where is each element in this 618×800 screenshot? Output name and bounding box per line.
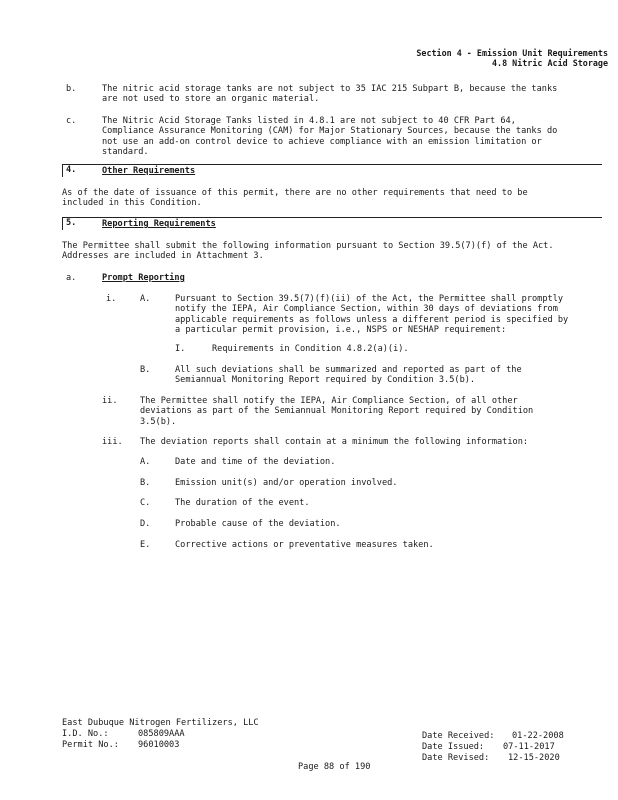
list-item-label: B.	[140, 478, 151, 488]
item-c-line: Compliance Assurance Monitoring (CAM) for Major Stationary Sources, because the tanks do	[102, 126, 558, 137]
item-i-B-label: B.	[140, 365, 151, 375]
footer-company: East Dubuque Nitrogen Fertilizers, LLC	[62, 718, 259, 728]
item-ii-line: The Permittee shall notify the IEPA, Air Compliance Section, of all other	[140, 396, 518, 406]
section5-number: 5.	[62, 217, 96, 230]
item-b-label: b.	[66, 84, 77, 94]
footer-permit-label: Permit No.:	[62, 740, 119, 750]
footer-id-label: I.D. No.:	[62, 729, 109, 739]
page-number: Page 88 of 190	[298, 762, 371, 772]
item-i-A-label: A.	[140, 294, 151, 304]
section5-intro-line: Addresses are included in Attachment 3.	[62, 251, 264, 262]
item-i-A-I-text: Requirements in Condition 4.8.2(a)(i).	[212, 344, 409, 354]
section4-rule	[62, 164, 602, 165]
list-item: Emission unit(s) and/or operation involved.	[175, 478, 398, 488]
list-item-label: D.	[140, 519, 151, 529]
section-header-line2: 4.8 Nitric Acid Storage	[492, 58, 608, 68]
item-ii-line: deviations as part of the Semiannual Monitoring Report required by Condition	[140, 406, 534, 417]
footer-revised-value: 12-15-2020	[508, 753, 560, 763]
list-item: The duration of the event.	[175, 498, 310, 508]
item-i-A-line: applicable requirements as follows unless a different period is specified by	[175, 314, 569, 325]
item-i-A-text	[175, 294, 568, 335]
section4-line: included in this Condition.	[62, 198, 202, 209]
footer-revised-label: Date Revised:	[422, 753, 490, 763]
section4-title: Other Requirements	[102, 166, 196, 176]
list-item: Corrective actions or preventative measures taken.	[175, 540, 434, 550]
item-b-text	[102, 84, 557, 105]
item-ii-label: ii.	[102, 396, 118, 406]
section5-intro	[62, 241, 554, 262]
section4-number: 4.	[62, 164, 96, 177]
item-i-label: i.	[106, 294, 117, 304]
item-a-title: Prompt Reporting	[102, 273, 185, 283]
item-i-A-I-label: I.	[175, 344, 186, 354]
footer-permit-value: 96010003	[138, 740, 180, 750]
item-c-line: standard.	[102, 146, 149, 157]
section4-text	[62, 188, 528, 209]
section-header-line1: Section 4 - Emission Unit Requirements	[416, 48, 608, 58]
footer-issued-value: 07-11-2017	[503, 742, 555, 752]
item-c-text	[102, 116, 557, 157]
item-i-A-line: a particular permit provision, i.e., NSPS or NESHAP requirement:	[175, 324, 507, 335]
list-item: Probable cause of the deviation.	[175, 519, 341, 529]
item-c-label: c.	[66, 116, 77, 126]
list-item: Date and time of the deviation.	[175, 457, 336, 467]
item-i-B-line: Semiannual Monitoring Report required by Condition 3.5(b).	[175, 375, 476, 386]
item-iii-label: iii.	[102, 437, 123, 447]
list-item-label: C.	[140, 498, 151, 508]
item-iii-text: The deviation reports shall contain at a minimum the following information:	[140, 437, 529, 447]
item-i-A-line: Pursuant to Section 39.5(7)(f)(ii) of the Act, the Permittee shall promptly	[175, 294, 564, 304]
item-i-A-line: notify the IEPA, Air Compliance Section, within 30 days of deviations from	[175, 304, 558, 315]
footer-received-value: 01-22-2008	[512, 731, 564, 741]
section5-title: Reporting Requirements	[102, 219, 216, 229]
item-b-line: The nitric acid storage tanks are not subject to 35 IAC 215 Subpart B, because the tanks	[102, 84, 558, 94]
footer-received-label: Date Received:	[422, 731, 495, 741]
item-i-B-line: All such deviations shall be summarized and reported as part of the	[175, 365, 522, 375]
list-item-label: A.	[140, 457, 151, 467]
item-b-line: are not used to store an organic material.	[102, 94, 320, 105]
section5-rule	[62, 217, 602, 218]
section4-line: As of the date of issuance of this permit, there are no other requirements that need to be	[62, 188, 528, 198]
item-ii-text	[140, 396, 533, 427]
footer-issued-label: Date Issued:	[422, 742, 485, 752]
section5-intro-line: The Permittee shall submit the following information pursuant to Section 39.5(7)(f) of the Act.	[62, 241, 554, 251]
item-c-line: The Nitric Acid Storage Tanks listed in 4.8.1 are not subject to 40 CFR Part 64,	[102, 116, 516, 126]
item-c-line: not use an add-on control device to achieve compliance with an emission limitation or	[102, 136, 542, 147]
list-item-label: E.	[140, 540, 151, 550]
item-i-B-text	[175, 365, 522, 386]
footer-id-value: 085809AAA	[138, 729, 185, 739]
item-ii-line: 3.5(b).	[140, 416, 177, 427]
item-a-label: a.	[66, 273, 77, 283]
